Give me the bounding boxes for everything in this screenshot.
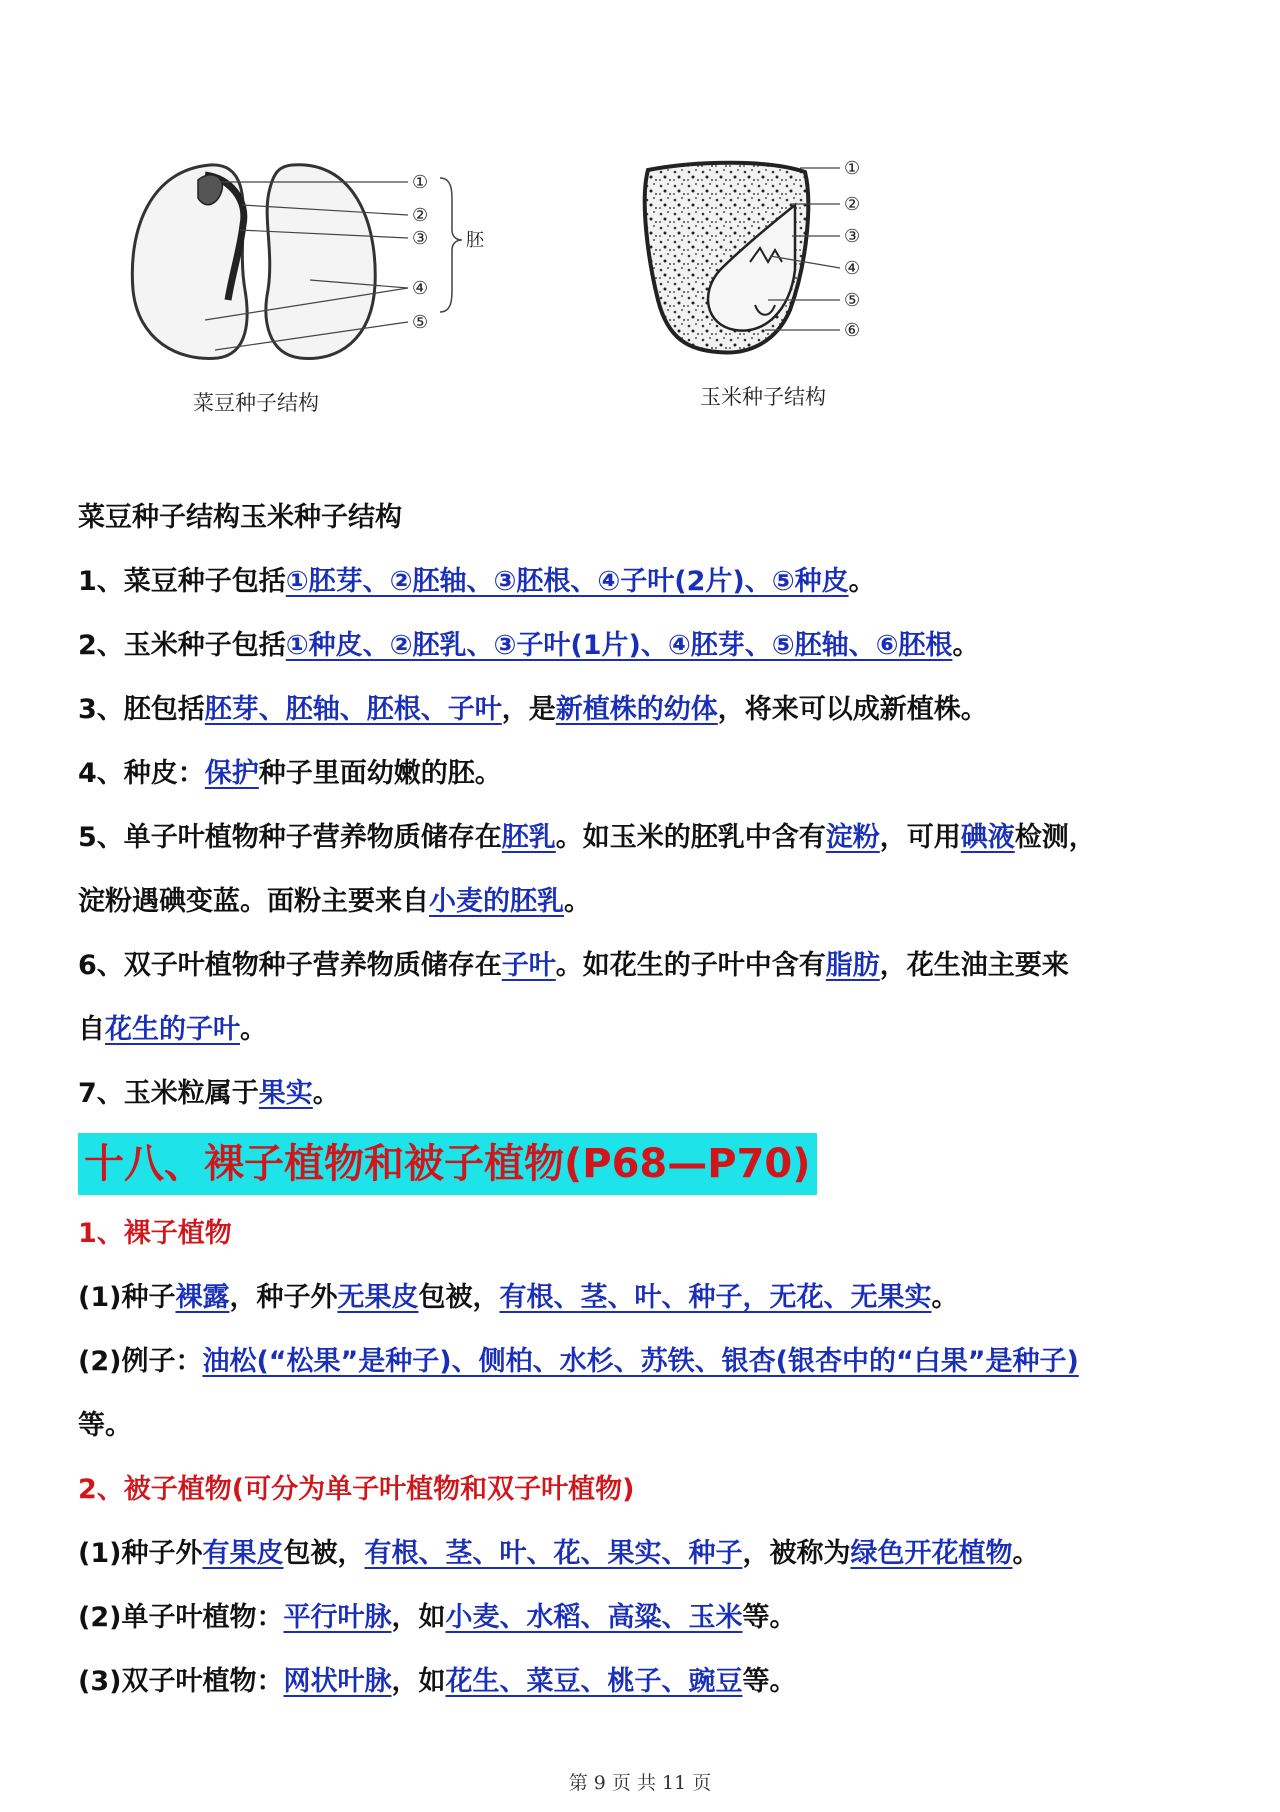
- angiosperm-item-1-answer-b: 有根、茎、叶、花、果实、种子: [364, 1538, 743, 1569]
- item-6-answer-b: 脂肪: [825, 950, 880, 981]
- corn-label-5: ⑤: [844, 290, 861, 311]
- item-1-lead: 1、菜豆种子包括: [78, 566, 286, 597]
- bean-label-2: ②: [412, 205, 429, 226]
- angiosperm-item-3-lead: (3)双子叶植物：: [78, 1666, 284, 1697]
- item-2-end: 。: [952, 630, 980, 661]
- bean-embryo-label: 胚: [466, 230, 484, 251]
- angiosperm-item-1-mid-2: ，被称为: [742, 1538, 851, 1569]
- item-4: [78, 742, 1208, 806]
- item-5-mid-1: 。如玉米的胚乳中含有: [555, 822, 826, 853]
- item-4-answer: 保护: [204, 758, 259, 789]
- item-5-answer-c: 碘液: [960, 822, 1015, 853]
- angiosperm-item-3: [78, 1650, 1208, 1714]
- item-5-lead: 5、单子叶植物种子营养物质储存在: [78, 822, 502, 853]
- angiosperm-item-2-lead: (2)单子叶植物：: [78, 1602, 284, 1633]
- gymnosperm-item-1: [78, 1266, 1208, 1330]
- corn-label-4: ④: [844, 258, 861, 279]
- bean-label-1: ①: [412, 172, 429, 193]
- angiosperm-subheading: 2、被子植物(可分为单子叶植物和双子叶植物): [78, 1474, 635, 1505]
- item-2-lead: 2、玉米种子包括: [78, 630, 286, 661]
- item-1: [78, 550, 1208, 614]
- angiosperm-item-2-mid: ，如: [391, 1602, 446, 1633]
- item-7-lead: 7、玉米粒属于: [78, 1078, 259, 1109]
- item-2: [78, 614, 1208, 678]
- bean-label-4: ④: [412, 278, 429, 299]
- angiosperm-item-3-answer-a: 网状叶脉: [283, 1666, 392, 1697]
- item-6-end-2: 。: [240, 1014, 267, 1045]
- item-6-line-1: [78, 934, 1208, 998]
- item-3: [78, 678, 1208, 742]
- gymnosperm-item-1-mid-2: 包被，: [418, 1282, 500, 1313]
- item-3-answer-a: 胚芽、胚轴、胚根、子叶: [204, 694, 502, 725]
- corn-label-6: ⑥: [844, 320, 861, 341]
- gymnosperm-item-2-answer: 油松(“松果”是种子)、侧柏、水杉、苏铁、银杏(银杏中的“白果”是种子): [202, 1346, 1079, 1377]
- gymnosperm-item-2: [78, 1330, 1208, 1394]
- item-3-mid: ，是: [501, 694, 556, 725]
- bean-seed-figure: [132, 165, 485, 415]
- item-5-end-2: 。: [564, 886, 591, 917]
- item-6-line-2: [78, 998, 1208, 1062]
- section-18-heading: 十八、裸子植物和被子植物(P68—P70): [78, 1133, 817, 1195]
- item-7: [78, 1062, 1208, 1126]
- item-1-answer: ①胚芽、②胚轴、③胚根、④子叶(2片)、⑤种皮: [285, 566, 849, 597]
- seed-structure-title: 菜豆种子结构玉米种子结构: [78, 502, 402, 533]
- angiosperm-item-2-answer-a: 平行叶脉: [283, 1602, 392, 1633]
- angiosperm-item-1-lead: (1)种子外: [78, 1538, 203, 1569]
- item-7-end: 。: [312, 1078, 340, 1109]
- corn-caption: 玉米种子结构: [700, 385, 826, 409]
- seed-figures: [0, 0, 1280, 460]
- item-4-lead: 4、种皮：: [78, 758, 205, 789]
- gymnosperm-item-1-mid-1: ，种子外: [229, 1282, 338, 1313]
- item-5-answer-b: 淀粉: [825, 822, 880, 853]
- corn-label-1: ①: [844, 158, 861, 179]
- item-5-line-1: [78, 806, 1208, 870]
- angiosperm-item-2-answer-b: 小麦、水稻、高粱、玉米: [445, 1602, 743, 1633]
- item-3-answer-b: 新植株的幼体: [555, 694, 718, 725]
- item-5-line-2-text: 淀粉遇碘变蓝。面粉主要来自: [78, 886, 429, 917]
- angiosperm-item-3-answer-b: 花生、菜豆、桃子、豌豆: [445, 1666, 743, 1697]
- section-18-heading-wrap: [78, 1126, 1208, 1202]
- corn-label-2: ②: [844, 194, 861, 215]
- angiosperm-item-3-end: 等。: [742, 1666, 797, 1697]
- item-3-lead: 3、胚包括: [78, 694, 205, 725]
- item-1-end: 。: [848, 566, 876, 597]
- item-6-end: ，花生油主要来: [879, 950, 1069, 981]
- bean-caption: 菜豆种子结构: [193, 391, 319, 415]
- gymnosperm-item-2-lead: (2)例子：: [78, 1346, 203, 1377]
- gymnosperm-item-1-end: 。: [931, 1282, 959, 1313]
- gymnosperm-item-1-answer-a: 裸露: [175, 1282, 230, 1313]
- angiosperm-item-1: [78, 1522, 1208, 1586]
- item-2-answer: ①种皮、②胚乳、③子叶(1片)、④胚芽、⑤胚轴、⑥胚根: [285, 630, 953, 661]
- bean-label-3: ③: [412, 228, 429, 249]
- gymnosperm-subheading: 1、裸子植物: [78, 1218, 232, 1249]
- item-6-answer-c: 花生的子叶: [105, 1014, 240, 1045]
- item-5-end: 检测，: [1014, 822, 1096, 853]
- page-footer: 第 9 页 共 11 页: [568, 1772, 712, 1794]
- item-3-end: ，将来可以成新植株。: [717, 694, 988, 725]
- item-6-answer-a: 子叶: [501, 950, 556, 981]
- corn-label-3: ③: [844, 226, 861, 247]
- gymnosperm-item-1-lead: (1)种子: [78, 1282, 176, 1313]
- angiosperm-item-3-mid: ，如: [391, 1666, 446, 1697]
- bean-left-cotyledon: [132, 165, 247, 359]
- item-5-mid-2: ，可用: [879, 822, 961, 853]
- notes-content: [78, 486, 1208, 1714]
- item-5-line-2: [78, 870, 1208, 934]
- bean-label-5: ⑤: [412, 312, 429, 333]
- angiosperm-item-1-answer-c: 绿色开花植物: [850, 1538, 1013, 1569]
- item-6-mid: 。如花生的子叶中含有: [555, 950, 826, 981]
- gymnosperm-item-1-answer-c: 有根、茎、叶、种子，无花、无果实: [499, 1282, 932, 1313]
- item-5-answer-a: 胚乳: [501, 822, 556, 853]
- item-5-answer-d: 小麦的胚乳: [429, 886, 564, 917]
- item-7-answer: 果实: [258, 1078, 313, 1109]
- item-6-line-2-text: 自: [78, 1014, 105, 1045]
- angiosperm-item-1-end: 。: [1012, 1538, 1040, 1569]
- item-6-lead: 6、双子叶植物种子营养物质储存在: [78, 950, 502, 981]
- item-4-end: 种子里面幼嫩的胚。: [258, 758, 502, 789]
- gymnosperm-item-1-answer-b: 无果皮: [337, 1282, 419, 1313]
- angiosperm-item-1-mid-1: 包被，: [283, 1538, 365, 1569]
- corn-seed-figure: [645, 158, 860, 409]
- angiosperm-item-1-answer-a: 有果皮: [202, 1538, 284, 1569]
- angiosperm-item-2-end: 等。: [742, 1602, 797, 1633]
- gymnosperm-item-2-line-2: 等。: [78, 1410, 132, 1441]
- angiosperm-item-2: [78, 1586, 1208, 1650]
